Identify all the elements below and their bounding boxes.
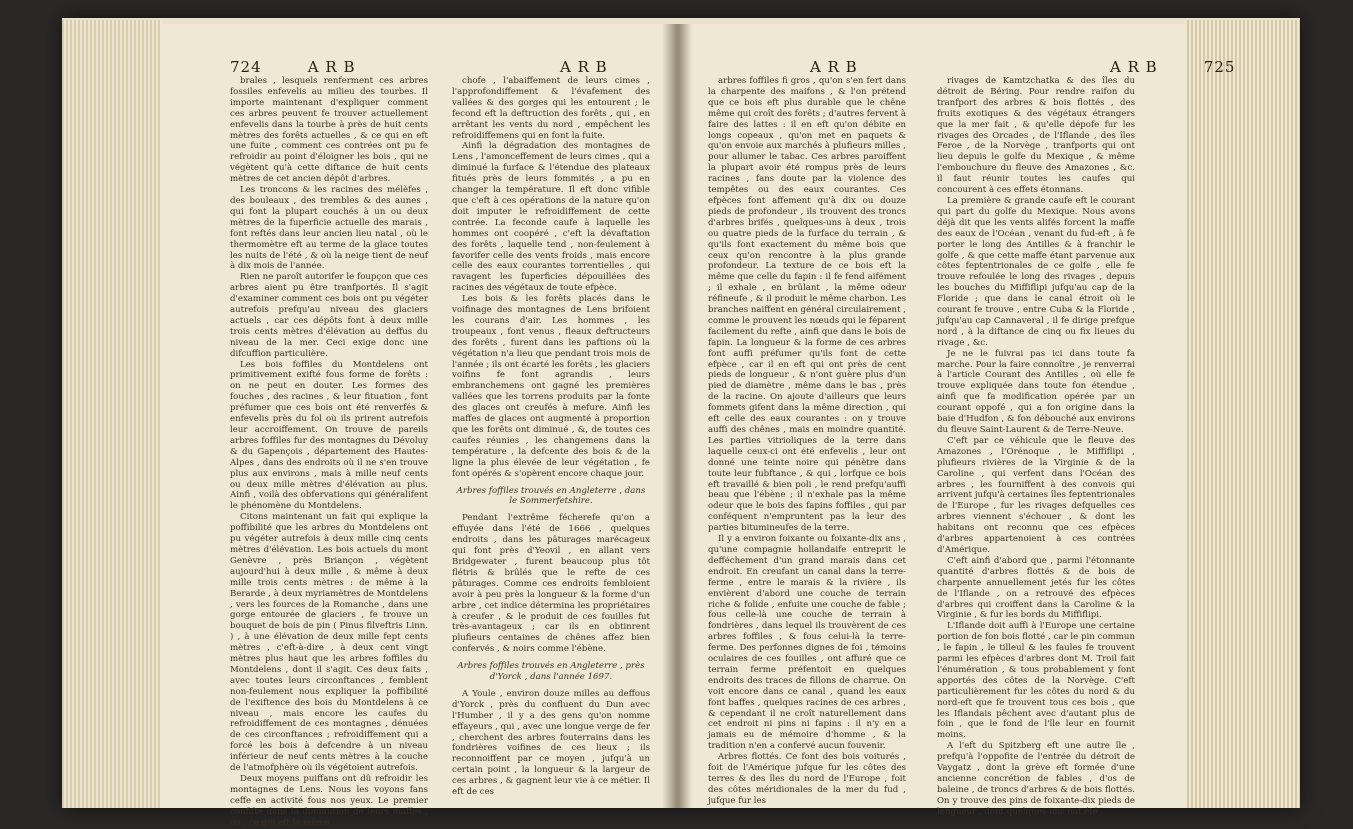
paragraph: C'eft ainfi d'abord que , parmi l'étonnante quantité d'arbres flottés & de bois de charpente annuellement jetés fur les côtes de l'Iflande , on a retrouvé des efpèces d'arbres qui croiffent dans la Caroline & la Virginie , & fur les bords du Miffiflipi. [937,555,1135,621]
page-number-right: 725 [1203,58,1236,76]
running-head-left-1: A R B [307,58,356,76]
paragraph: C'eft par ce véhicule que le fleuve des Amazones , l'Orénoque , le Miffiflipi , plufieurs rivières de la Virginie & de la Caroline , qui verfent dans l'Océan des arbres , les fourniffent à des convois qui arrivent jufqu'à certaines îles feptentrionales de l'Europe , fur les rivages defquelles ces arbres viennent s'échouer , & dont les habitans ont reconnu que ces efpèces d'arbres appartenoient à ces contrées d'Amérique. [937,435,1135,555]
book-gutter [662,24,692,808]
right-page-edges [1185,20,1300,808]
running-head-right-1: A R B [810,58,858,76]
paragraph: Ainfi la dégradation des montagnes de Lens , l'amonceffement de leurs cimes , qui a diminué la furface & l'étendue des plateaux fitués près de leurs fommités , a pu en changer la température. Il eft donc vifible que c'eft à ces opérations de la nature qu'on doit imputer le refroidiffement de cette contrée. La feconde caufe à laquelle les hommes ont coopéré , c'eft la dévaftation des forêts , laquelle tend , non-feulement à favorifer celle des vents froids , mais encore celle des eaux courantes torrentielles , qui ravagent les fuperficies dépouillées des racines des végétaux de toute efpèce. [452,141,650,294]
left-page-header [230,58,355,76]
text-column-3 [708,76,906,806]
paragraph: arbres foffiles fi gros , qu'on s'en fert dans la charpente des maifons , & l'on prétend que ce bois eft plus durable que le chêne même qui croît des forêts ; d'autres fervent à faire des lattes : il en eft qu'on débite en longs copeaux , qu'on met en paquets & qu'on envoie aux marchés à plufieurs milles , pour allumer le tabac. Ces arbres paroiffent la plupart avoir été rompus près de leurs racines , fans doute par la violence des tempêtes ou des eaux courantes. Ces efpèces font affement qu'à dix ou douze pieds de profondeur , ils trouvent des troncs d'arbres brifés , quelques-uns à deux , trois ou quatre pieds de la furface du terrain , & qu'ils font exactement du même bois que ceux qu'on rencontre à la plus grande profondeur. La texture de ce bois eft la même que celle du fapin : il fe fend aifément ; il exhale , en brûlant , la même odeur réfineufe , & il produit le même charbon. Les branches naiffent en général circulairement , comme le prouvent les nœuds qui le féparent facilement du refte , ainfi que dans le bois de fapin. La longueur & la forme de ces arbres font auffi préfumer qu'ils font de cette efpèce , car il en eft qui ont près de cent pieds de longueur , & n'ont guère plus d'un pied de diamètre , même dans le bas , près de la racine. On ajoute d'ailleurs que leurs fommets gifent dans la même direction , qui eft celle des eaux courantes : on y trouve auffi des chênes , mais en moindre quantité. Les parties vitrioliques de la terre dans laquelle ceux-ci ont été enfevelis , leur ont donné une teinte noire qui pénètre dans toute leur fubftance , & qui , lorfque ce bois eft travaillé & bien poli , le rend prefqu'auffi beau que l'ébène ; il n'exhale pas la même odeur que le bois des fapins foffiles , qui par conféquent n'empruntent pas la leur des parties bitumineufes de la terre. [708,76,906,534]
paragraph: Arbres flottés. Ce font des bois voiturés , foit de l'Amérique jufque fur les côtes des terres & des îles du nord de l'Europe , foit des côtes méridionales de la mer du fud , jufque fur les [708,752,906,806]
text-column-1 [230,76,428,828]
paragraph: Pendant l'extrême fécherefe qu'on a effuyée dans l'été de 1666 , quelques endroits , dans les pâturages marécageux qui font près d'Yeovil , en allant vers Bridgewater , furent beaucoup plus tôt flétris & brûlés que le refte de ces pâturages. Comme ces endroits fembloient avoir à peu près la longueur & la forme d'un arbre , cet indice détermina les propriétaires à creufer , & le produit de ces fouilles fut très-avantageux ; car ils en obtinrent plufieurs centaines de chênes affez bien confervés , & noirs comme l'ébène. [452,513,650,655]
paragraph: Deux moyens puiffans ont dû refroidir les montagnes de Lens. Nous les voyons fans ceffe en activité fous nos yeux. Le premier confifte dans la diminution de leurs maffes , ou , ce qui eft la même [230,774,428,828]
page-number-left: 724 [230,58,262,76]
right-page-header [1110,58,1235,76]
paragraph: Les bois & les forêts placés dans le voifinage des montagnes de Lens brifoient les courans d'air. Les hommes , les troupeaux , font venus , fleaux deftructeurs des forêts , furent dans les paftions où la végétation n'a lieu que pendant trois mois de l'année ; ils ont écarté les forêts , les glaciers voifins fe font agrandis , leurs embranchemens ont gagné les premières vallées que les torrens produits par la fonte des glaces ont creufés à mefure. Ainfi les maffes de glaces ont augmenté à proportion que les forêts ont diminué , &, de toutes ces caufes réunies , les changemens dans la température , la defcente des bois & de la ligne la plus élevée de leur végétation , fe font opérés & s'opèrent encore chaque jour. [452,294,650,479]
paragraph: chofe , l'abaiffement de leurs cimes , l'approfondiffement & l'évafement des vallées & des gorges qui les entourent ; le fecond eft la deftruction des forêts , qui , en arrêtant les vents du nord , empêchent les refroidiffemens qui en font la fuite. [452,76,650,141]
text-column-2 [452,76,650,796]
paragraph: Rien ne paroît autorifer le foupçon que ces arbres aient pu être tranfportés. Il s'agit d'examiner comment ces bois ont pu végéter autrefois prefqu'au niveau des glaciers actuels , car ces dépôts font à deux mille trois cents mètres d'élévation au deffus du niveau de la mer. Ceci exige donc une difcuffion particulière. [230,272,428,359]
paragraph: Il y a environ foixante ou foixante-dix ans , qu'une compagnie hollandaife entreprit le defféchement d'un grand marais dans cet endroit. En creufant un canal dans la terre-ferme , entre le marais & la rivière , ils envièrent d'abord une couche de terrain riche & folide , enfuite une couche de fable ; fous celle-là une couche de terrain à fondrières , dans lequel ils trouvèrent de ces arbres foffiles , & fous celui-là la terre-ferme. Des perfonnes dignes de foi , témoins oculaires de ces fouilles , ont affuré que ce terrain ferme préfentoit en quelques endroits des traces de fillons de charrue. On voit encore dans ce canal , quand les eaux font baffes , quelques racines de ces arbres , & cependant il ne croît naturellement dans cet endroit ni pins ni fapins : il n'y en a jamais eu de mémoire d'homme , & la tradition n'en a confervé aucun fouvenir. [708,534,906,752]
paragraph: Les bois foffiles du Montdelens ont primitivement exifté fous forme de forêts : on ne peut en douter. Les formes des fouches , des racines , & leur fituation , font préfumer que ces bois ont été renverfés & enfevelis près du fol où ils prirent autrefois leur accroiffement. On trouve de pareils arbres foffiles fur des montagnes du Dévoluy & du Gapençois , département des Hautes-Alpes , dans des endroits où il ne s'en trouve plus aux environs , mais à mille neuf cents ou deux mille mètres d'élévation au plus. Ainfi , voilà des obfervations qui généralifent le phénomène du Montdelens. [230,359,428,512]
paragraph: brales , lesquels renferment ces arbres fossiles enfevelis au milieu des tourbes. Il importe maintenant d'expliquer comment ces arbres peuvent fe trouver actuellement enfevelis dans la tourbe à près de huit cents mètres des forêts actuelles , & ce qui en eft une fuite , comment ces contrées ont pu fe refroidir au point d'éloigner les bois , qui ne végètent qu'à cette diftance de huit cents mètres de cet ancien dépôt d'arbres. [230,76,428,185]
running-head-right-2: A R B [1110,58,1158,76]
paragraph: A l'eft du Spitzberg eft une autre île , prefqu'à l'oppofite de l'entrée du détroit de Vaygatz , dont la grève eft formée d'une ancienne concrétion de fables , d'os de baleine , de troncs d'arbres & de bois flottés. On y trouve des pins de foixante-dix pieds de longueur , dont quelques-uns ont été [937,741,1135,817]
paragraph: Je ne le fuivrai pas ici dans toute fa marche. Pour la faire connoître , je renverrai à l'article Courant des Antilles , où elle fe trouve expliquée dans toute fon étendue , ainfi que fa modification opérée par un courant oppofé , qui a fon origine dans la baie d'Hudfon , & fon débouché aux environs du fleuve Saint-Laurent & de Terre-Neuve. [937,348,1135,435]
running-head-left-2: A R B [560,58,608,76]
paragraph: L'Iflande doit auffi à l'Europe une certaine portion de fon bois flotté , car le pin commun , le fapin , le tilleul & les faules fe trouvent parmi les efpèces d'arbres dont M. Troil fait l'énumération , & tous probablement y font apportés des côtes de la Norvège. C'eft particulièrement fur les côtes du nord & du nord-eft que fe trouvent tous ces bois , que les Iflandais pêchent avec d'autant plus de foin , que le fond de l'île leur en fournit moins. [937,621,1135,741]
paragraph: Citons maintenant un fait qui explique la poffibilité que les arbres du Montdelens ont pu végéter autrefois à deux mille cinq cents mètres d'élévation. Les bois actuels du mont Genèvre , près Briançon , végètent aujourd'hui à deux mille , & même à deux mille trois cents mètres : de même à la Berarde , à deux myriamètres de Montdelens , vers les fources de la Romanche , dans une gorge entourée de glaciers , fe trouve un bouquet de bois de pin ( Pinus filveftris Linn. ) , à une élévation de deux mille fept cents mètres , c'eft-à-dire , à deux cent vingt mètres plus haut que les arbres foffiles du Montdelens , dont il s'agit. Ces deux faits , avec toutes leurs circonftances , femblent non-feulement nous expliquer la poffibilité de l'exiftence des bois du Montdelens à ce niveau , mais encore les caufes du refroidiffement de ces montagnes , dénuées de ces circonftances ; refroidiffement qui a forcé les bois à defcendre à un niveau inférieur de neuf cents mètres à la couche de l'atmofphère où ils végétoient autrefois. [230,512,428,774]
section-heading: Arbres foffiles trouvés en Angleterre , dans le Sommerfetshire. [456,485,646,507]
paragraph: La première & grande caufe eft le courant qui part du golfe du Mexique. Nous avons déjà dit que les vents alifés forcent la maffe des eaux de l'Océan , venant du fud-eft , à fe porter le long des Antilles & à franchir le golfe , & que cette maffe étant parvenue aux côtes feptentrionales de ce golfe , elle fe trouve refoulée le long des rivages , depuis les bouches du Miffiflipi jufqu'au cap de la Floride ; que dans le canal étroit où le courant fe trouve , entre Cuba & la Floride , jufqu'au cap Cannaveral , il fe dirige prefque nord , à la diftance de cinq ou fix lieues du rivage , &c. [937,195,1135,348]
paragraph: Les troncons & les racines des mélèfes , des bouleaux , des trembles & des aunes , qui font la plupart couchés à un ou deux mètres de la fuperficie actuelle des marais , font reftés dans leur ancien lieu natal , où le thermomètre eft au terme de la glace toutes les nuits de l'été , & où la neige tient de neuf à dix mois de l'année. [230,185,428,272]
section-heading: Arbres foffiles trouvés en Angleterre , près d'Yorck , dans l'année 1697. [457,661,645,683]
text-column-4 [937,76,1135,817]
paragraph: A Youle , environ douze milles au deffous d'Yorck , près du confluent du Dun avec l'Humber , il y a des gens qu'on nomme effayeurs , qui , avec une longue verge de fer , cherchent des arbres fouterrains dans les fondrières voifines de ces lieux ; ils reconnoiffent par ce moyen , jufqu'à un certain point , la longueur & la largeur de ces arbres , & gagnent leur vie à ce métier. Il eft de ces [452,688,650,798]
left-page-edges [62,20,162,808]
paragraph: rivages de Kamtzchatka & des îles du détroit de Béring. Pour rendre raifon du tranfport des arbres & bois flottés , des fruits exotiques & des végétaux étrangers que la mer fait , & qu'elle dépofe fur les rivages des Orcades , de l'Iflande , des îles Feroe , de la Norvège , tranfports qui ont lieu depuis le golfe du Mexique , & même l'embouchure du fleuve des Amazones , &c. il faut réunir toutes les caufes qui concourent à ces effets étonnans. [937,76,1135,196]
